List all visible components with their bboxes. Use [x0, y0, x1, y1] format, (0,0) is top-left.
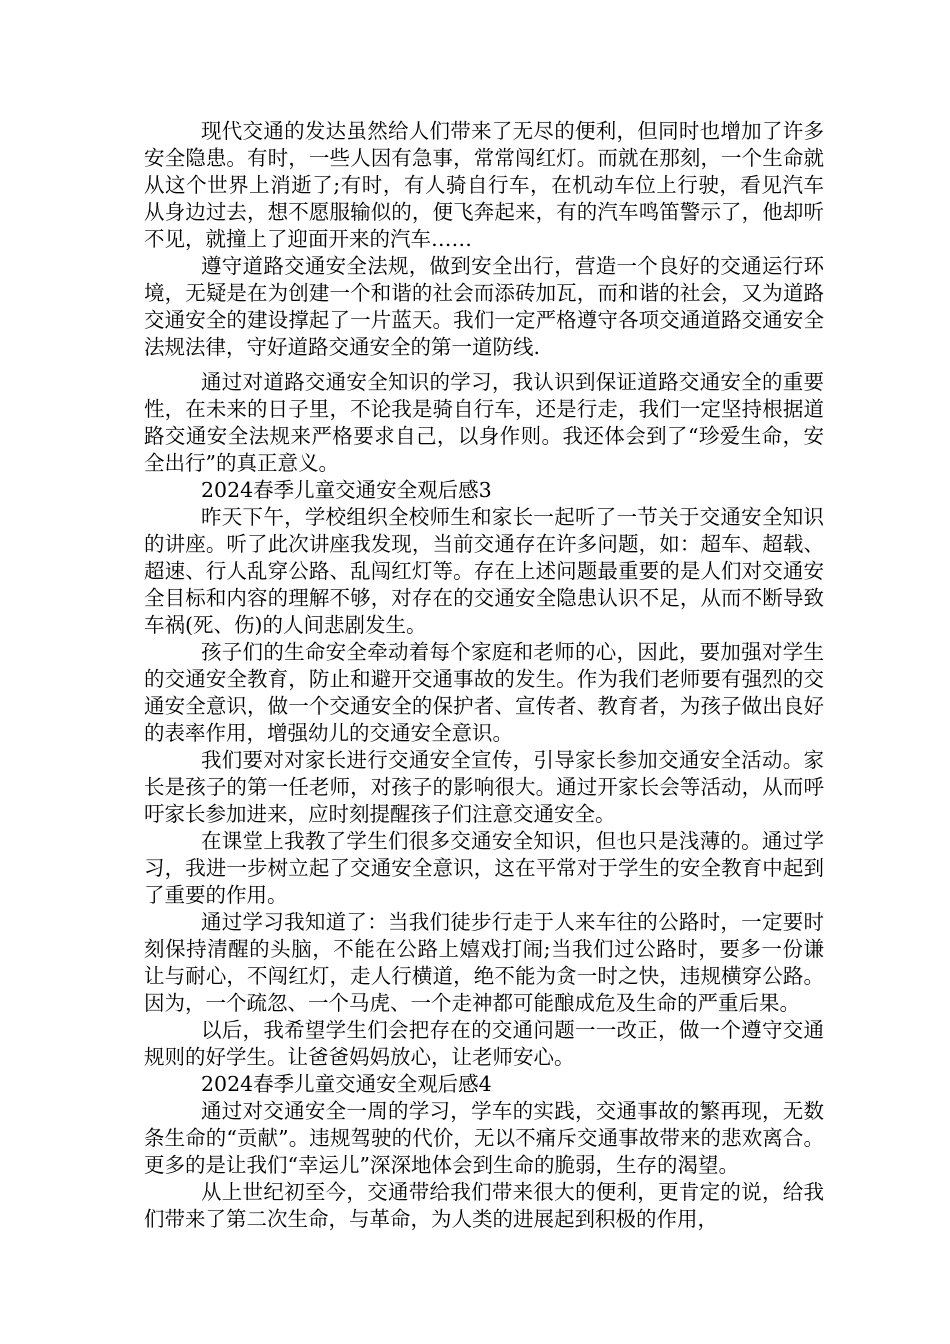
paragraph-11: 从上世纪初至今，交通带给我们带来很大的便利，更肯定的说，给我们带来了第二次生命，与革命，为人类的进展起到积极的作用， [144, 1180, 824, 1231]
paragraph-3: 通过对道路交通安全知识的学习，我认识到保证道路交通安全的重要性，在未来的日子里，不论我是骑自行车，还是行走，我们一定坚持根据道路交通安全法规来严格要求自己，以身作则。我还体会到了“珍爱生命，安全出行”的真正意义。 [144, 370, 824, 475]
section-heading-4: 2024春季儿童交通安全观后感4 [201, 1072, 492, 1096]
paragraph-10: 通过对交通安全一周的学习，学车的实践，交通事故的繁再现，无数条生命的“贡献”。违规驾驶的代价，无以不痛斥交通事故带来的悲欢离合。更多的是让我们“幸运儿”深深地体会到生命的脆弱，生存的渴望。 [144, 1099, 824, 1177]
paragraph-1: 现代交通的发达虽然给人们带来了无尽的便利，但同时也增加了许多安全隐患。有时，一些人因有急事，常常闯红灯。而就在那刻，一个生命就从这个世界上消逝了;有时，有人骑自行车，在机动车位上行驶，看见汽车从身边过去，想不愿服输似的，便飞奔起来，有的汽车鸣笛警示了，他却听不见，就撞上了迎面开来的汽车…… [144, 119, 824, 251]
paragraph-2: 遵守道路交通安全法规，做到安全出行，营造一个良好的交通运行环境，无疑是在为创建一个和谐的社会而添砖加瓦，而和谐的社会，又为道路交通安全的建设撑起了一片蓝天。我们一定严格遵守各项交通道路交通安全法规法律，守好道路交通安全的第一道防线. [144, 254, 824, 359]
document-page [144, 118, 824, 1233]
paragraph-4: 昨天下午，学校组织全校师生和家长一起听了一节关于交通安全知识的讲座。听了此次讲座我发现，当前交通存在许多问题，如：超车、超载、超速、行人乱穿公路、乱闯红灯等。存在上述问题最重要的是人们对交通安全目标和内容的理解不够，对存在的交通安全隐患认识不足，从而不断导致车祸(死、伤)的人间悲剧发生。 [144, 505, 824, 637]
paragraph-9: 以后，我希望学生们会把存在的交通问题一一改正，做一个遵守交通规则的好学生。让爸爸妈妈放心，让老师安心。 [144, 1018, 824, 1069]
paragraph-7: 在课堂上我教了学生们很多交通安全知识，但也只是浅薄的。通过学习，我进一步树立起了交通安全意识，这在平常对于学生的安全教育中起到了重要的作用。 [144, 829, 824, 907]
section-heading-3: 2024春季儿童交通安全观后感3 [201, 478, 492, 502]
paragraph-5: 孩子们的生命安全牵动着每个家庭和老师的心，因此，要加强对学生的交通安全教育，防止和避开交通事故的发生。作为我们老师要有强烈的交通安全意识，做一个交通安全的保护者、宣传者、教育者，为孩子做出良好的表率作用，增强幼儿的交通安全意识。 [144, 640, 824, 745]
paragraph-8: 通过学习我知道了：当我们徒步行走于人来车往的公路时，一定要时刻保持清醒的头脑，不能在公路上嬉戏打闹;当我们过公路时，要多一份谦让与耐心，不闯红灯，走人行横道，绝不能为贪一时之快，违规横穿公路。因为，一个疏忽、一个马虎、一个走神都可能酿成危及生命的严重后果。 [144, 910, 824, 1015]
paragraph-6: 我们要对对家长进行交通安全宣传，引导家长参加交通安全活动。家长是孩子的第一任老师，对孩子的影响很大。通过开家长会等活动，从而呼吁家长参加进来，应时刻提醒孩子们注意交通安全。 [144, 748, 824, 826]
